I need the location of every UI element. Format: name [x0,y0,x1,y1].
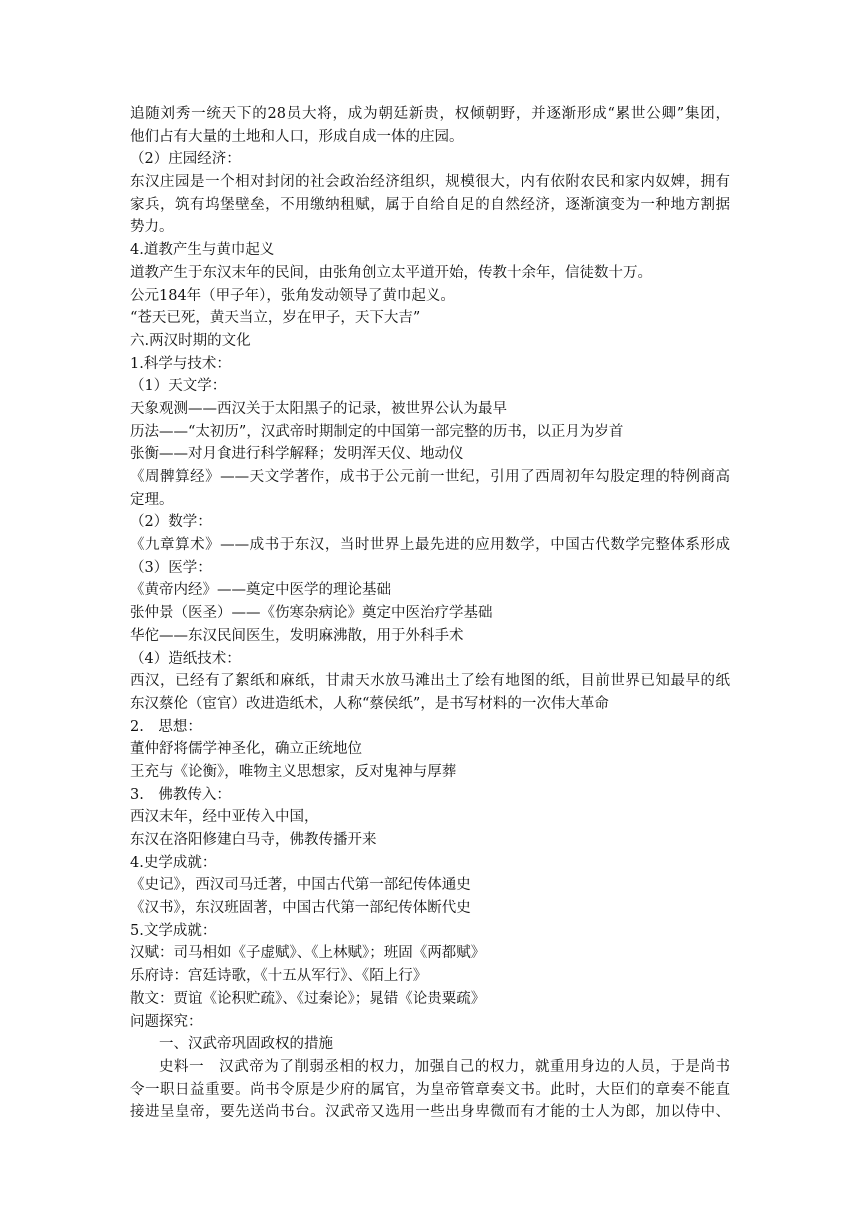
text-line: 西汉，已经有了絮纸和麻纸，甘肃天水放马滩出土了绘有地图的纸，目前世界已知最早的纸 [130,673,730,690]
text-line: 接进呈皇帝，要先送尚书台。汉武帝又选用一些出身卑微而有才能的士人为郎，加以侍中、 [130,1104,730,1121]
text-line: （1）天文学： [130,378,227,395]
text-line: 东汉蔡伦（宦官）改进造纸术，人称“蔡侯纸”，是书写材料的一次伟大革命 [130,695,609,712]
text-line: 问题探究： [130,1013,203,1030]
text-line: 1.科学与技术： [130,355,231,372]
text-line: 定理。 [130,491,174,508]
text-line: 散文：贾谊《论积贮疏》、《过秦论》；晁错《论贵粟疏》 [130,990,486,1007]
text-line: （2）庄园经济： [130,151,241,168]
text-line: 3. 佛教传入： [130,786,231,803]
text-line: 历法——“太初历”，汉武帝时期制定的中国第一部完整的历书，以正月为岁首 [130,423,624,440]
text-line: 2. 思想： [130,718,202,735]
text-line: 天象观测——西汉关于太阳黑子的记录，被世界公认为最早 [130,400,507,417]
text-line: 家兵，筑有坞堡壁垒，不用缴纳租赋，属于自给自足的自然经济，逐渐演变为一种地方割据 [130,196,730,213]
text-line: 六.两汉时期的文化 [130,332,251,349]
text-line: 王充与《论衡》，唯物主义思想家，反对鬼神与厚葬 [130,763,457,780]
text-line: 《周髀算经》——天文学著作，成书于公元前一世纪，引用了西周初年勾股定理的特例商高 [130,469,730,485]
text-line: 追随刘秀一统天下的28员大将，成为朝廷新贵，权倾朝野，并逐渐形成“累世公卿”集团， [130,106,730,122]
document-page [130,103,730,1124]
text-line: 张衡——对月食进行科学解释；发明浑天仪、地动仪 [130,446,464,463]
text-line: 《黄帝内经》——奠定中医学的理论基础 [130,582,391,599]
text-line: 汉赋：司马相如《子虚赋》、《上林赋》；班固《两都赋》 [130,945,486,962]
text-line: 《史记》，西汉司马迁著，中国古代第一部纪传体通史 [130,877,471,894]
text-line: 张仲景（医圣）——《伤寒杂病论》奠定中医治疗学基础 [130,605,493,622]
text-line: （3）医学： [130,559,212,576]
text-line: 一、汉武帝巩固政权的措施 [159,1036,333,1053]
text-line: 华佗——东汉民间医生，发明麻沸散，用于外科手术 [130,627,464,644]
text-line: 《九章算术》——成书于东汉，当时世界上最先进的应用数学，中国古代数学完整体系形成 [130,537,730,554]
text-line: “苍天已死，黄天当立，岁在甲子，天下大吉” [130,310,421,327]
text-line: 董仲舒将儒学神圣化，确立正统地位 [130,741,362,758]
text-line: 4.史学成就： [130,854,217,871]
text-line: 4.道教产生与黄巾起义 [130,242,275,259]
text-line: 公元184年（甲子年），张角发动领导了黄巾起义。 [130,287,455,304]
text-line: （2）数学： [130,514,212,531]
text-line: 史料一 汉武帝为了削弱丞相的权力，加强自己的权力，就重用身边的人员，于是尚书 [159,1058,730,1075]
text-line: 他们占有大量的土地和人口，形成自成一体的庄园。 [130,128,464,145]
text-line: 东汉在洛阳修建白马寺，佛教传播开来 [130,832,377,848]
text-line: 5.文学成就： [130,922,217,939]
text-line: 乐府诗：宫廷诗歌，《十五从军行》、《陌上行》 [130,968,428,985]
text-line: （4）造纸技术： [130,650,241,667]
text-line: 势力。 [130,219,174,236]
text-line: 《汉书》，东汉班固著，中国古代第一部纪传体断代史 [130,900,471,917]
text-line: 令一职日益重要。尚书令原是少府的属官，为皇帝管章奏文书。此时，大臣们的章奏不能直 [130,1081,730,1098]
text-line: 道教产生于东汉末年的民间，由张角创立太平道开始，传教十余年，信徒数十万。 [130,264,652,281]
text-line: 东汉庄园是一个相对封闭的社会政治经济组织，规模很大，内有依附农民和家内奴婢，拥有 [130,174,730,191]
text-line: 西汉末年，经中亚传入中国， [130,809,319,826]
